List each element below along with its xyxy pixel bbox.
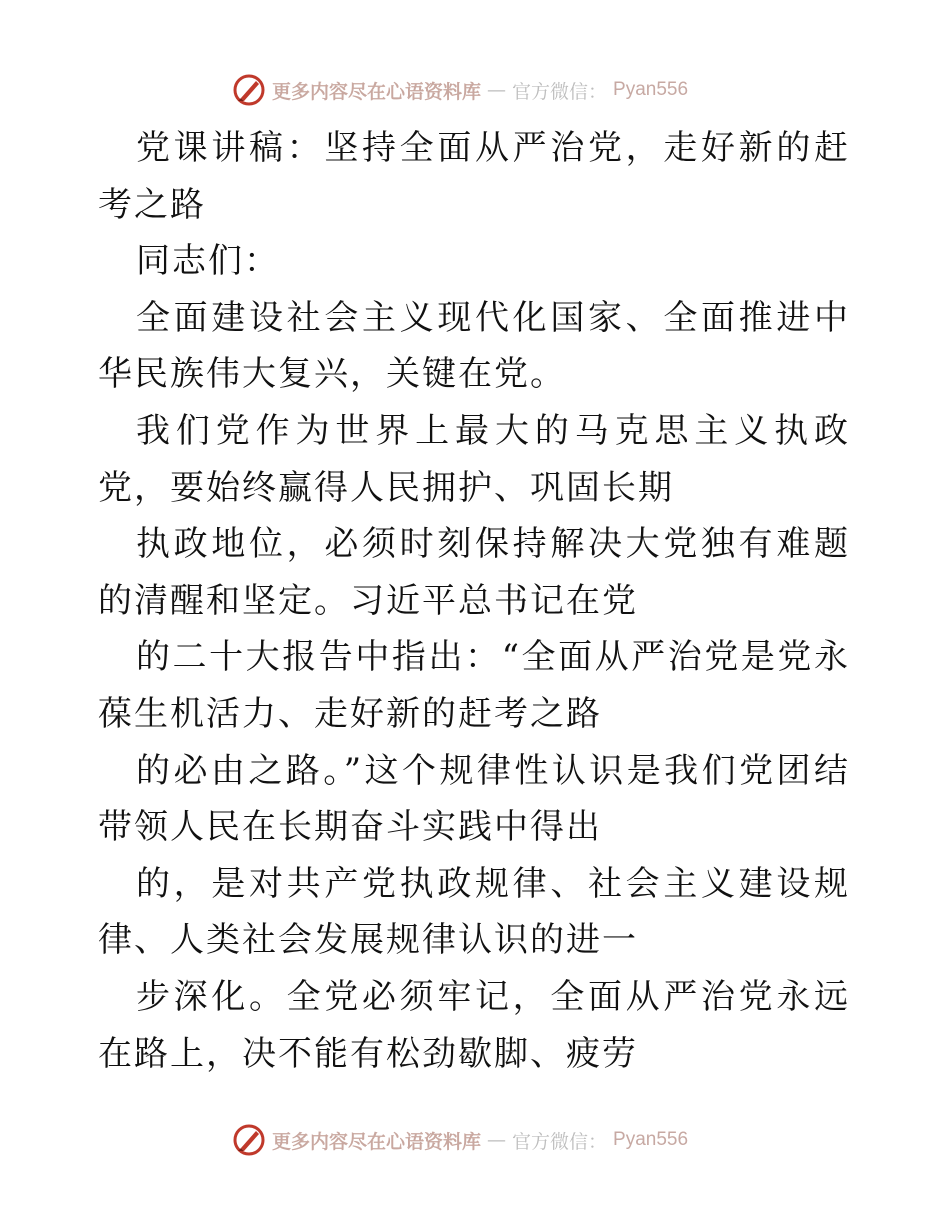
pen-logo-icon	[232, 1123, 266, 1157]
document-body	[98, 120, 850, 1082]
document-title: 党课讲稿：坚持全面从严治党，走好新的赶考之路	[98, 128, 850, 225]
banner-wechat-label: 官方微信：	[512, 1130, 608, 1153]
banner-separator: —	[487, 79, 507, 101]
banner-separator: —	[487, 1129, 507, 1151]
footer-banner	[232, 1120, 712, 1160]
banner-wechat-label: 官方微信：	[512, 80, 608, 103]
paragraph: 的二十大报告中指出：“全面从严治党是党永葆生机活力、走好新的赶考之路	[98, 637, 850, 734]
paragraph: 我们党作为世界上最大的马克思主义执政党，要始终赢得人民拥护、巩固长期	[98, 410, 850, 508]
paragraph: 全面建设社会主义现代化国家、全面推进中华民族伟大复兴，关键在党。	[98, 297, 850, 395]
pen-logo-icon	[232, 73, 266, 107]
paragraph: 执政地位，必须时刻保持解决大党独有难题的清醒和坚定。习近平总书记在党	[98, 524, 850, 621]
banner-main-text: 更多内容尽在心语资料库	[272, 1130, 482, 1153]
paragraph: 的，是对共产党执政规律、社会主义建设规律、人类社会发展规律认识的进一	[98, 863, 850, 961]
banner-main-text: 更多内容尽在心语资料库	[272, 80, 482, 103]
paragraph: 同志们：	[136, 241, 280, 282]
paragraph: 的必由之路。”这个规律性认识是我们党团结带领人民在长期奋斗实践中得出	[98, 750, 850, 848]
banner-wechat-id: Pyan556	[613, 1129, 689, 1150]
header-banner	[232, 70, 712, 110]
paragraph: 步深化。全党必须牢记，全面从严治党永远在路上，决不能有松劲歇脚、疲劳	[98, 976, 850, 1074]
banner-wechat-id: Pyan556	[613, 79, 689, 100]
